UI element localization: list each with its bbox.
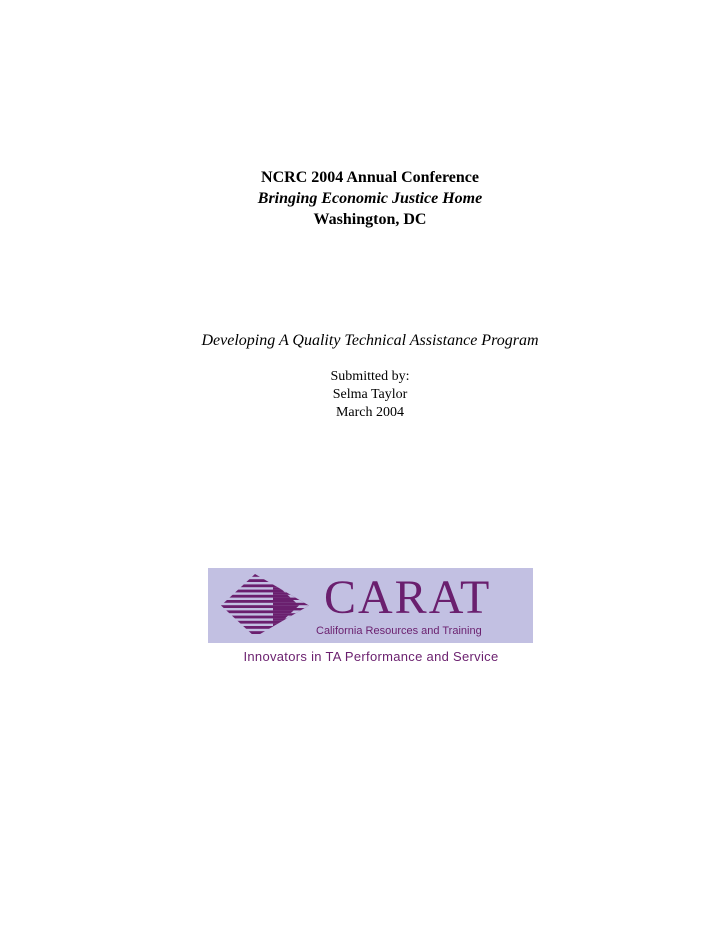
logo-background bbox=[208, 568, 533, 643]
submission-info bbox=[0, 368, 720, 422]
author-name: Selma Taylor bbox=[332, 387, 408, 402]
conference-header bbox=[0, 167, 720, 230]
conference-title: NCRC 2004 Annual Conference bbox=[261, 169, 479, 186]
logo-tagline: Innovators in TA Performance and Service bbox=[243, 649, 499, 664]
conference-location: Washington, DC bbox=[313, 211, 427, 228]
submitted-by-label: Submitted by: bbox=[330, 369, 410, 384]
paper-title: Developing A Quality Technical Assistance Program bbox=[201, 332, 539, 349]
logo-subtitle: California Resources and Training bbox=[316, 625, 482, 637]
carat-logo bbox=[208, 568, 534, 668]
submission-date: March 2004 bbox=[335, 405, 405, 420]
diamond-stripes-icon bbox=[213, 571, 313, 640]
conference-subtitle: Bringing Economic Justice Home bbox=[257, 190, 483, 207]
logo-wordmark: CARAT bbox=[324, 571, 492, 624]
